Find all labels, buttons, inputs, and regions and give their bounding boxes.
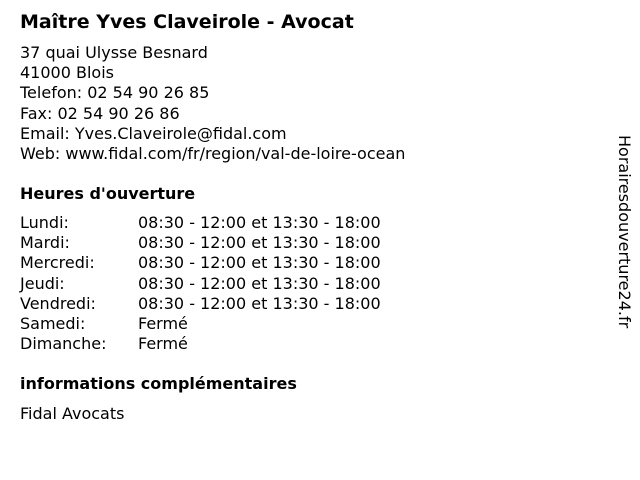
- address-city: 41000 Blois: [20, 63, 114, 83]
- hours-row-tuesday: [20, 233, 440, 253]
- hours-row-friday: [20, 294, 440, 314]
- hours-heading: Heures d'ouverture: [20, 184, 196, 203]
- time-value: Fermé: [138, 334, 188, 354]
- address-street: 37 quai Ulysse Besnard: [20, 43, 208, 62]
- day-label: Lundi:: [20, 213, 69, 232]
- info-text: Fidal Avocats: [20, 404, 125, 423]
- email-address: Email: Yves.Claveirole@fidal.com: [20, 123, 287, 143]
- day-label: Vendredi:: [20, 293, 96, 313]
- time-value: 08:30 - 12:00 et 13:30 - 18:00: [138, 233, 381, 253]
- day-label: Mercredi:: [20, 253, 95, 273]
- hours-row-sunday: [20, 334, 440, 354]
- opening-hours-table: [20, 213, 440, 354]
- time-value: 08:30 - 12:00 et 13:30 - 18:00: [138, 253, 381, 273]
- time-value: Fermé: [138, 313, 188, 333]
- hours-row-monday: [20, 213, 440, 233]
- day-label: Mardi:: [20, 233, 70, 253]
- contact-block: [20, 43, 405, 164]
- hours-row-wednesday: [20, 253, 440, 273]
- phone-number: Telefon: 02 54 90 26 85: [20, 83, 210, 103]
- hours-row-thursday: [20, 274, 440, 294]
- day-label: Dimanche:: [20, 334, 107, 354]
- time-value: 08:30 - 12:00 et 13:30 - 18:00: [138, 213, 381, 232]
- day-label: Jeudi:: [20, 273, 65, 293]
- hours-row-saturday: [20, 314, 440, 334]
- site-watermark: [614, 135, 634, 345]
- website-url: Web: www.fidal.com/fr/region/val-de-loire-ocean: [20, 143, 406, 163]
- day-label: Samedi:: [20, 313, 86, 333]
- watermark-text: Horairesdouverture24.fr: [615, 135, 634, 329]
- time-value: 08:30 - 12:00 et 13:30 - 18:00: [138, 293, 381, 313]
- page-title: Maître Yves Claveirole - Avocat: [20, 11, 354, 33]
- time-value: 08:30 - 12:00 et 13:30 - 18:00: [138, 273, 381, 293]
- info-heading: informations complémentaires: [20, 374, 297, 393]
- fax-number: Fax: 02 54 90 26 86: [20, 103, 180, 123]
